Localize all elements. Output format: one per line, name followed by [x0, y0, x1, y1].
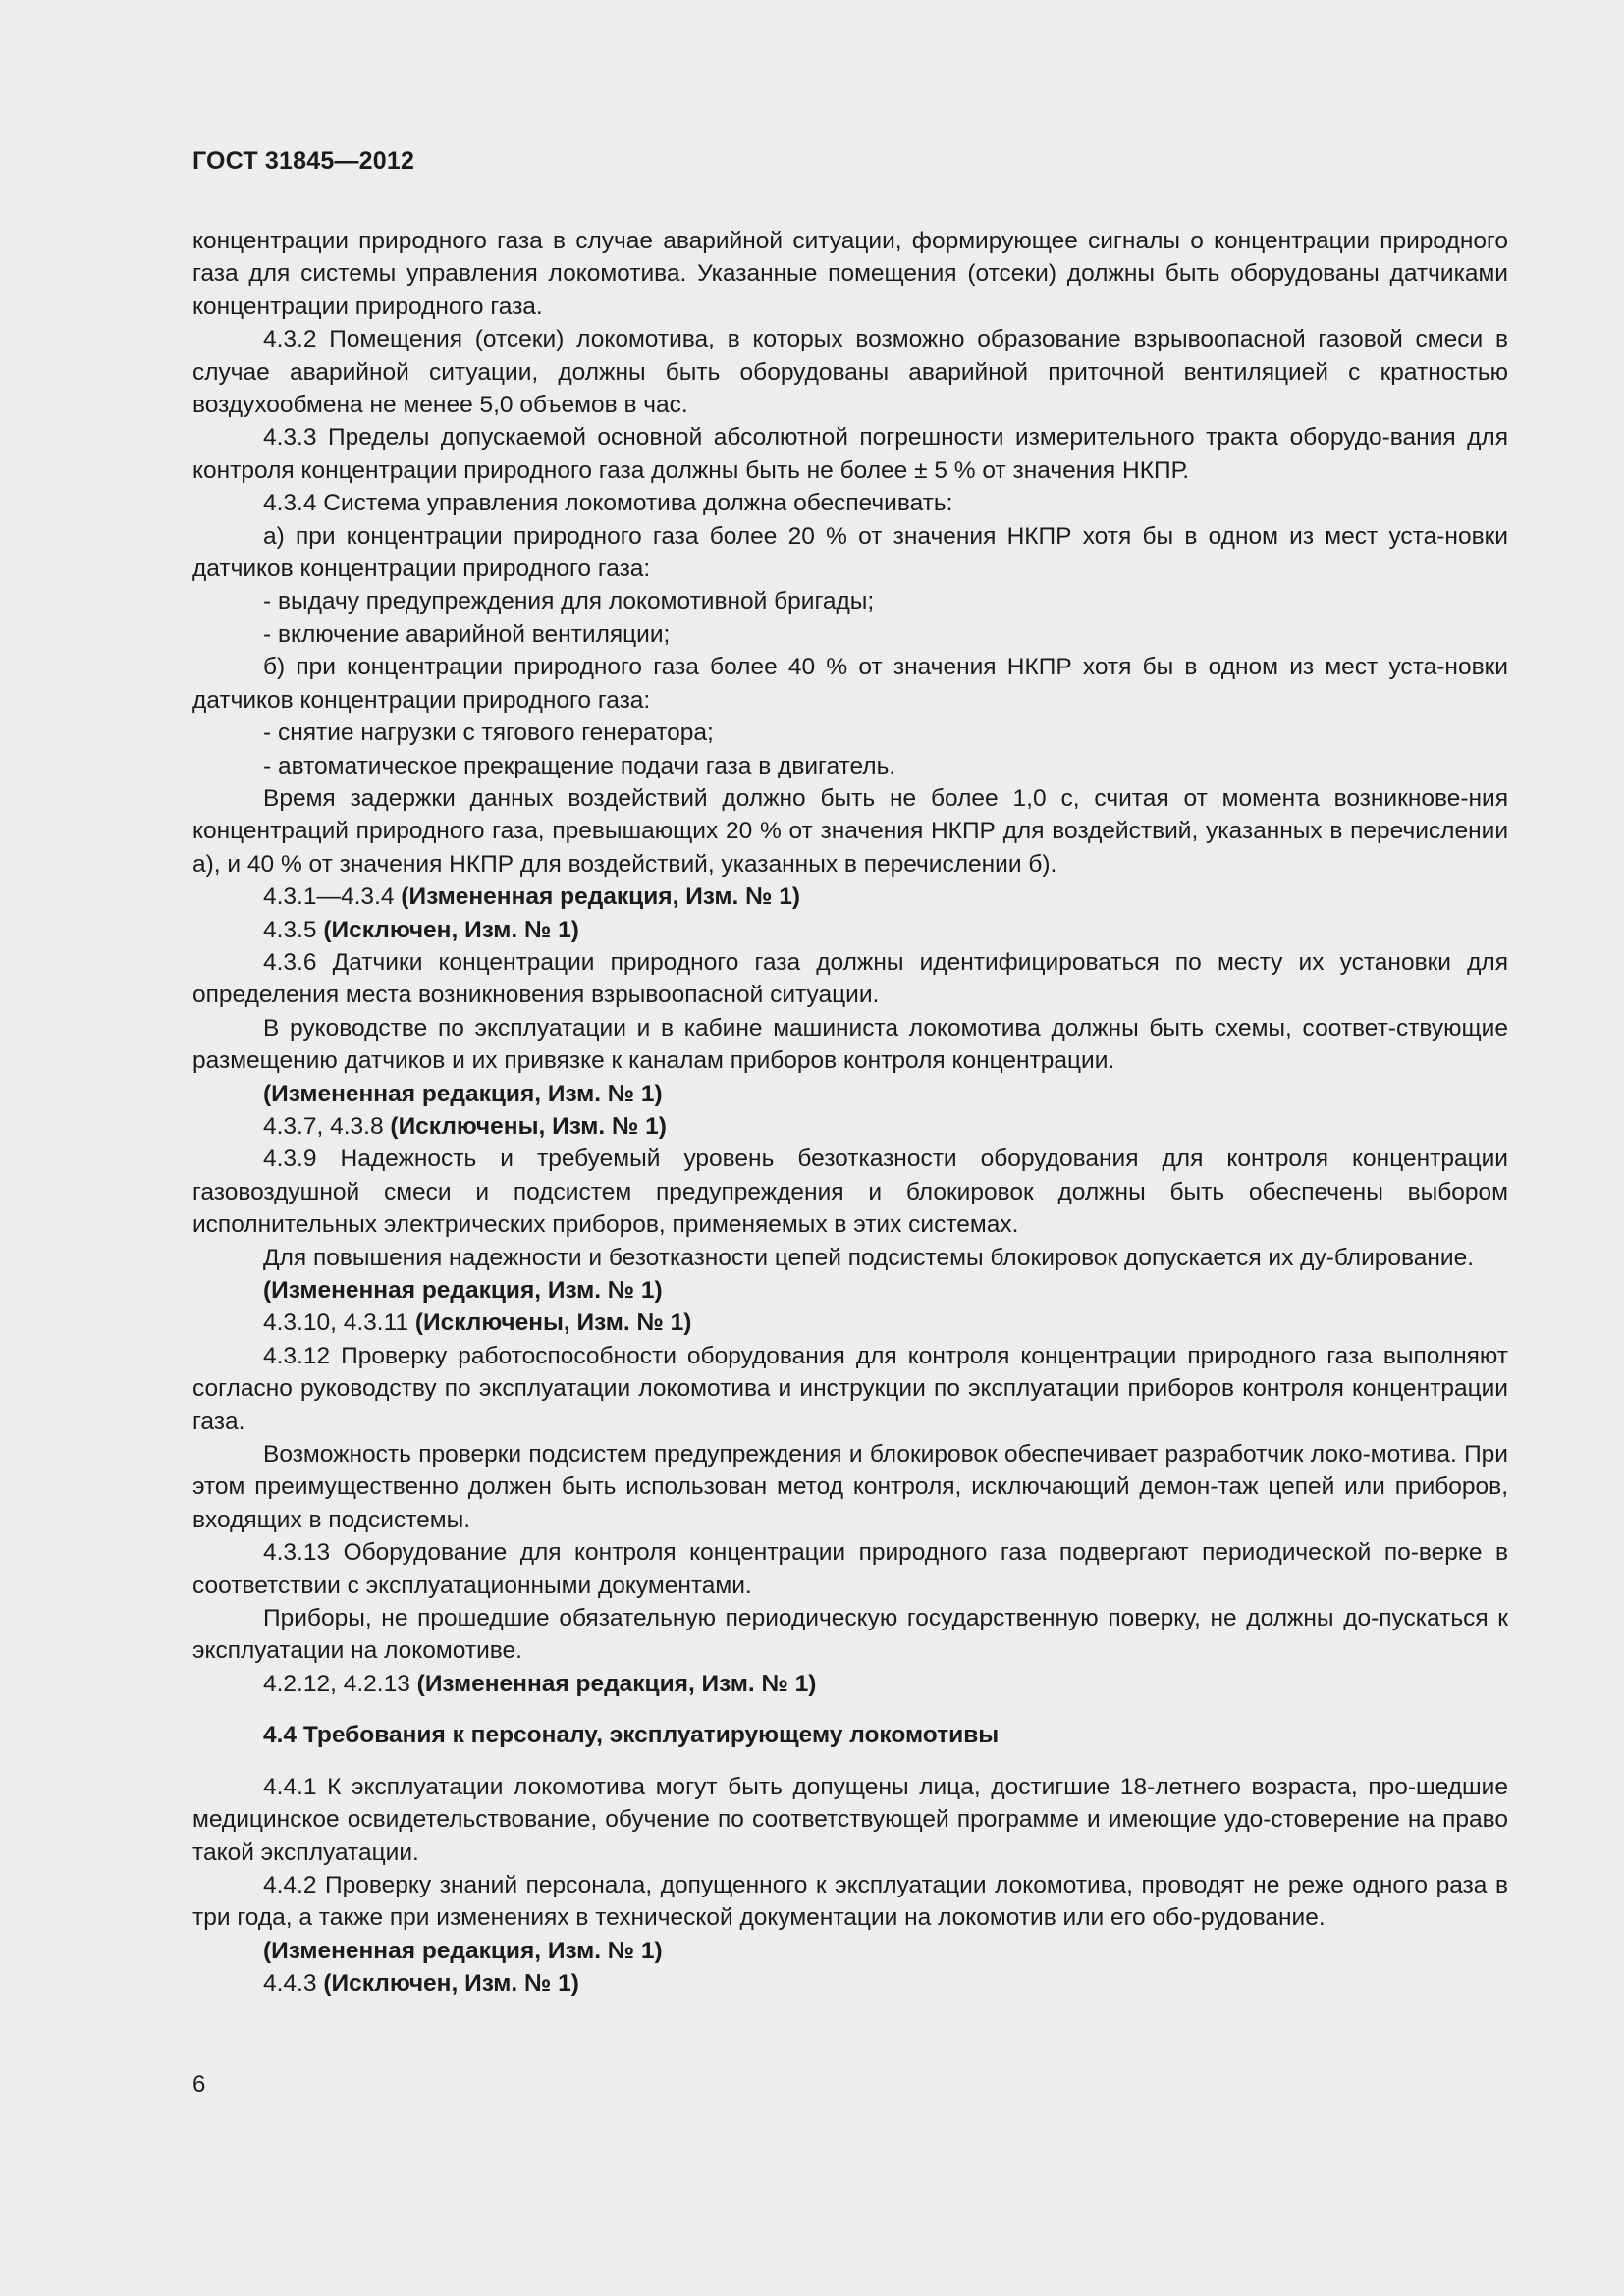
paragraph-text: 4.3.9 Надежность и требуемый уровень безотказности оборудования для контроля концентрации газовоздушной смеси и подсистем предупреждения и блокировок должны быть обеспечены выбором исполнительных электрических приборов, применяемых в этих системах. [192, 1146, 1508, 1239]
paragraph [192, 914, 1508, 946]
paragraph-text: 4.3.5 [263, 916, 324, 943]
paragraph [192, 421, 1508, 487]
paragraph [192, 1110, 1508, 1143]
paragraph-text: Для повышения надежности и безотказности цепей подсистемы блокировок допускается их ду-блирование. [263, 1244, 1475, 1271]
amendment-note: (Исключены, Изм. № 1) [390, 1112, 667, 1140]
paragraph-text: б) при концентрации природного газа более 40 % от значения НКПР хотя бы в одном из мест уста-новки датчиков концентрации природного газа: [192, 654, 1508, 714]
paragraph-text: а) при концентрации природного газа более 20 % от значения НКПР хотя бы в одном из мест уста-новки датчиков концентрации природного газа: [192, 522, 1508, 583]
paragraph [192, 1967, 1508, 2000]
paragraph-text: В руководстве по эксплуатации и в кабине машиниста локомотива должны быть схемы, соответ-ствующие размещению датчиков и их привязке к каналам приборов контроля концентрации. [192, 1014, 1508, 1075]
paragraph [192, 1340, 1508, 1438]
paragraph-text: - включение аварийной вентиляции; [263, 620, 671, 648]
amendment-note: (Исключены, Изм. № 1) [414, 1309, 692, 1337]
amendment-note: (Измененная редакция, Изм. № 1) [401, 883, 801, 911]
paragraph [192, 1274, 1508, 1307]
paragraph-text: 4.3.7, 4.3.8 [263, 1112, 391, 1140]
paragraph [192, 323, 1508, 421]
paragraph-text: - снятие нагрузки с тягового генератора; [263, 720, 714, 747]
paragraph [192, 1242, 1508, 1274]
paragraph [192, 1078, 1508, 1110]
paragraph-text: 4.3.2 Помещения (отсеки) локомотива, в которых возможно образование взрывоопасной газовой смеси в случае аварийной ситуации, должны быть оборудованы аварийной приточной вентиляцией с кратностью воздухообмена не менее 5,0 объемов в час. [192, 326, 1508, 419]
paragraph [192, 881, 1508, 913]
amendment-note: (Исключен, Изм. № 1) [323, 916, 579, 943]
paragraph-text: - выдачу предупреждения для локомотивной бригады; [263, 588, 875, 615]
section-heading [192, 1719, 1508, 1751]
amendment-note: (Измененная редакция, Изм. № 1) [416, 1670, 817, 1697]
paragraph-text: 4.3.12 Проверку работоспособности оборудования для контроля концентрации природного газа выполняют согласно руководству по эксплуатации локомотива и инструкции по эксплуатации приборов контроля концентрации газа. [192, 1342, 1508, 1435]
document-header: ГОСТ 31845—2012 [192, 147, 415, 175]
paragraph [192, 782, 1508, 881]
paragraph-text: 4.2.12, 4.2.13 [263, 1670, 417, 1697]
paragraph [192, 1012, 1508, 1078]
paragraph-text: 4.3.3 Пределы допускаемой основной абсолютной погрешности измерительного тракта оборудо-вания для контроля концентрации природного газа должны быть не более ± 5 % от значения НКПР. [192, 424, 1508, 484]
paragraph-text: 4.3.6 Датчики концентрации природного газа должны идентифицироваться по месту их установки для определения места возникновения взрывоопасной ситуации. [192, 948, 1508, 1009]
paragraph [192, 1869, 1508, 1935]
paragraph-text: 4.4.3 [263, 1970, 324, 1998]
paragraph [192, 225, 1508, 323]
paragraph-text: 4.3.1—4.3.4 [263, 883, 402, 911]
paragraph-text: Возможность проверки подсистем предупреждения и блокировок обеспечивает разработчик локо-мотива. При этом преимущественно должен быть использован метод контроля, исключающий демон-таж цепей или приборов, входящих в подсистемы. [192, 1441, 1508, 1533]
paragraph-text: 4.3.10, 4.3.11 [263, 1309, 415, 1337]
amendment-note: (Измененная редакция, Изм. № 1) [263, 1937, 663, 1964]
document-body [192, 225, 1508, 2001]
paragraph [192, 487, 1508, 519]
paragraph-text: 4.3.13 Оборудование для контроля концентрации природного газа подвергают периодической по-верке в соответствии с эксплуатационными документами. [192, 1539, 1508, 1599]
paragraph [192, 750, 1508, 782]
paragraph [192, 946, 1508, 1012]
paragraph [192, 1536, 1508, 1602]
amendment-note: (Исключен, Изм. № 1) [323, 1970, 579, 1998]
paragraph [192, 585, 1508, 617]
paragraph [192, 1771, 1508, 1869]
amendment-note: (Измененная редакция, Изм. № 1) [263, 1080, 663, 1107]
amendment-note: (Измененная редакция, Изм. № 1) [263, 1277, 663, 1304]
paragraph-text: 4.4.1 К эксплуатации локомотива могут быть допущены лица, достигшие 18-летнего возраста, про-шедшие медицинское освидетельствование, обучение по соответствующей программе и имеющие удо-стоверение на право такой эксплуатации. [192, 1773, 1508, 1866]
paragraph [192, 1935, 1508, 1967]
page-number: 6 [192, 2071, 206, 2098]
paragraph [192, 1307, 1508, 1339]
paragraph-text: Приборы, не прошедшие обязательную периодическую государственную поверку, не должны до-пускаться к эксплуатации на локомотиве. [192, 1605, 1508, 1665]
amendment-note: 4.4 Требования к персоналу, эксплуатирующему локомотивы [263, 1722, 1000, 1749]
paragraph-text: - автоматическое прекращение подачи газа в двигатель. [263, 752, 896, 779]
paragraph [192, 1668, 1508, 1700]
paragraph-text: концентрации природного газа в случае аварийной ситуации, формирующее сигналы о концентрации природного газа для системы управления локомотива. Указанные помещения (отсеки) должны быть оборудованы датчиками концентрации природного газа. [192, 228, 1508, 320]
paragraph [192, 1602, 1508, 1668]
paragraph-text: Время задержки данных воздействий должно быть не более 1,0 с, считая от момента возникнове-ния концентраций природного газа, превышающих 20 % от значения НКПР для воздействий, указанных в перечислении а), и 40 % от значения НКПР для воздействий, указанных в перечислении б). [192, 784, 1508, 878]
paragraph [192, 1438, 1508, 1536]
paragraph-text: 4.4.2 Проверку знаний персонала, допущенного к эксплуатации локомотива, проводят не реже одного раза в три года, а также при изменениях в технической документации на локомотив или его обо-рудование. [192, 1871, 1508, 1932]
paragraph [192, 618, 1508, 651]
paragraph [192, 1143, 1508, 1241]
paragraph [192, 651, 1508, 717]
paragraph [192, 717, 1508, 749]
paragraph-text: 4.3.4 Система управления локомотива должна обеспечивать: [263, 490, 953, 517]
paragraph [192, 520, 1508, 586]
